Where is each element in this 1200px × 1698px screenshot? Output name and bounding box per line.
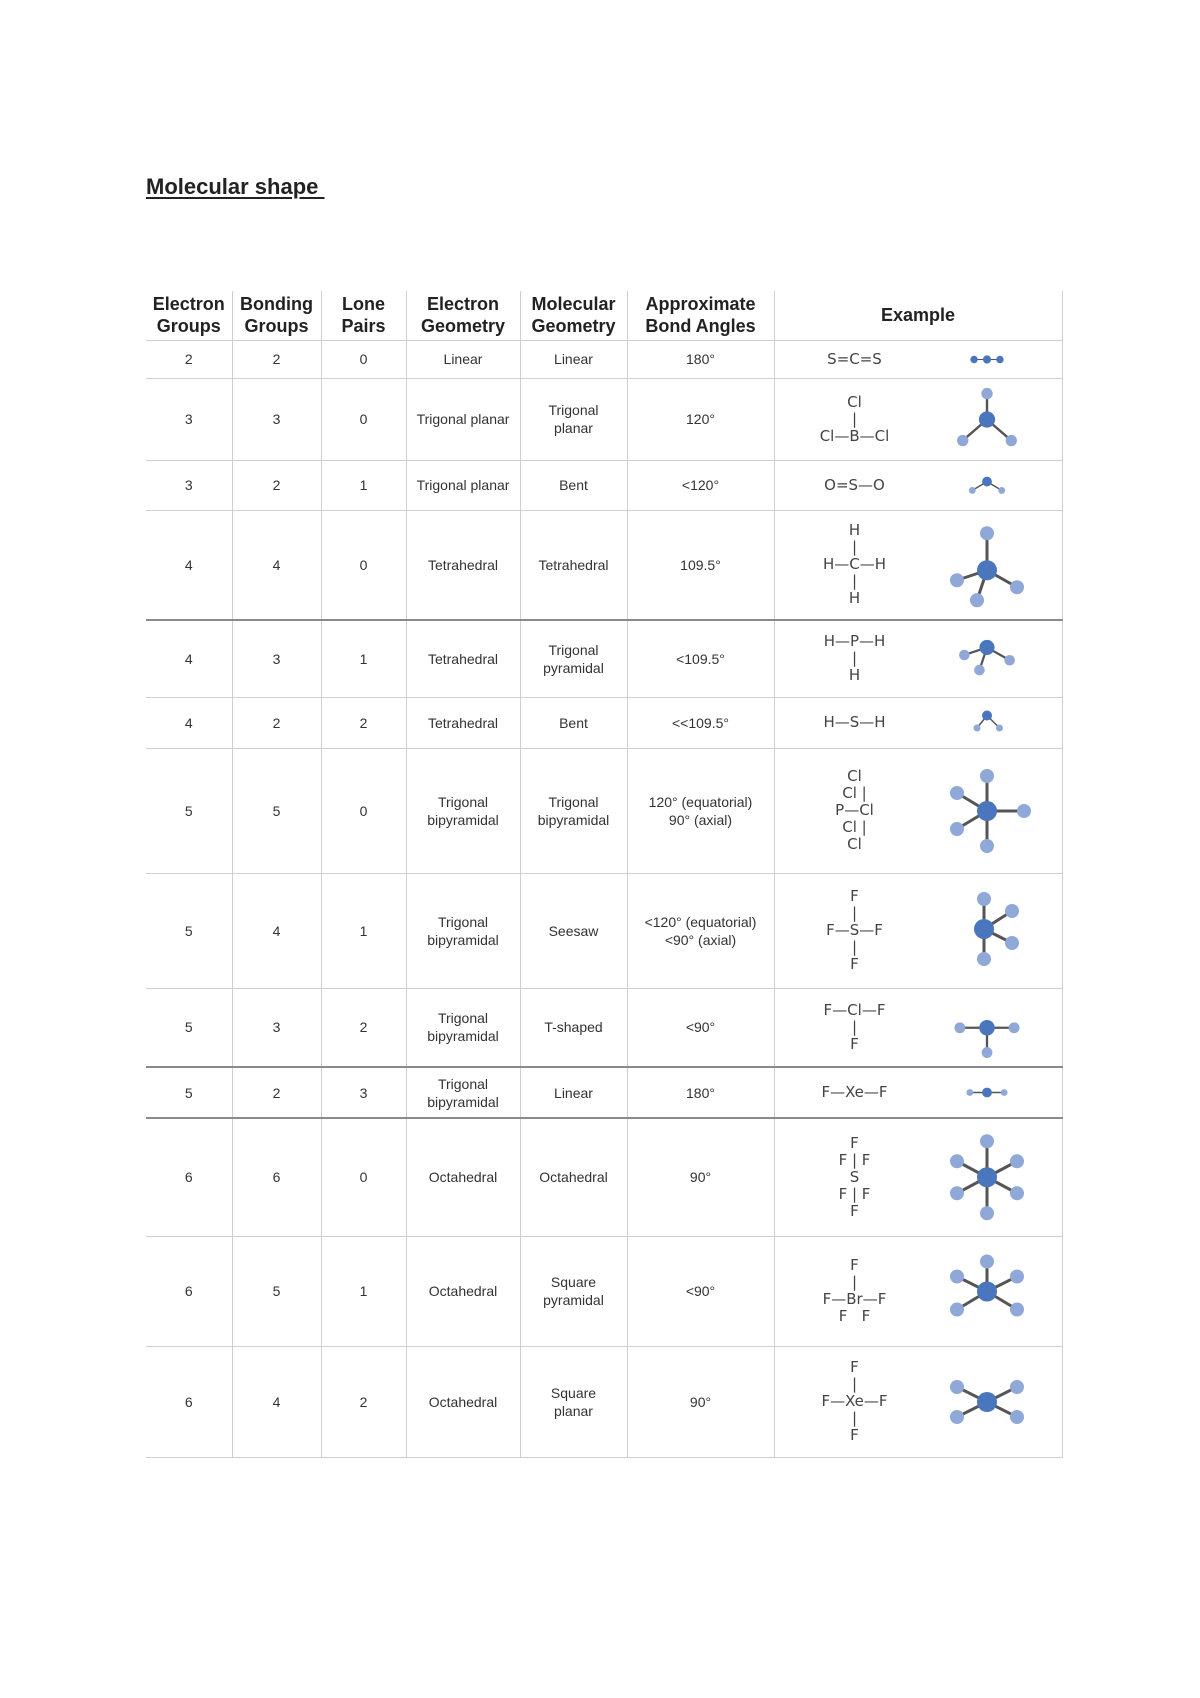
table-row	[146, 378, 1062, 460]
cell-electron-geometry: Trigonal bipyramidal	[406, 1067, 520, 1118]
lewis-structure: O=S—O	[824, 475, 885, 494]
outer-atom	[974, 665, 985, 676]
cell-molecular-geometry: T-shaped	[520, 988, 627, 1067]
cell-bonding-groups: 6	[232, 1118, 321, 1236]
cell-molecular-geometry: Trigonal planar	[520, 378, 627, 460]
outer-atom	[1000, 1089, 1007, 1096]
cell-lone-pairs: 1	[321, 1236, 406, 1346]
cell-electron-groups: 6	[146, 1236, 232, 1346]
molecule-model-svg	[932, 1119, 1042, 1236]
outer-atom	[981, 1047, 992, 1058]
cell-electron-geometry: Tetrahedral	[406, 510, 520, 620]
central-atom	[982, 355, 990, 363]
molecular-shape-table-wrapper	[146, 291, 1063, 1458]
ball-stick-model-icon	[932, 989, 1042, 1067]
cell-bond-angles: 180°	[627, 340, 774, 378]
cell-electron-geometry: Trigonal planar	[406, 378, 520, 460]
outer-atom	[980, 769, 994, 783]
cell-bonding-groups: 3	[232, 620, 321, 697]
cell-bond-angles: <120° (equatorial) <90° (axial)	[627, 873, 774, 988]
cell-electron-groups: 6	[146, 1346, 232, 1457]
cell-bonding-groups: 3	[232, 988, 321, 1067]
cell-lone-pairs: 0	[321, 340, 406, 378]
molecule-model-svg	[932, 1347, 1042, 1457]
ball-stick-model-icon	[932, 341, 1042, 378]
table-row	[146, 697, 1062, 748]
lewis-structure: F—Cl—F | F	[823, 1000, 886, 1053]
lewis-structure: Cl Cl | P—Cl Cl | Cl	[835, 767, 874, 853]
cell-molecular-geometry: Bent	[520, 697, 627, 748]
header-bond-angles: Approximate Bond Angles	[627, 291, 774, 340]
header-lone-pairs: Lone Pairs	[321, 291, 406, 340]
table-row	[146, 1067, 1062, 1118]
cell-bonding-groups: 2	[232, 460, 321, 510]
lewis-structure: H—S—H	[823, 713, 886, 731]
central-atom	[982, 476, 992, 486]
cell-electron-groups: 3	[146, 378, 232, 460]
header-row	[146, 291, 1062, 340]
cell-electron-geometry: Trigonal bipyramidal	[406, 873, 520, 988]
cell-bond-angles: <109.5°	[627, 620, 774, 697]
cell-example	[774, 1067, 1062, 1118]
outer-atom	[950, 1154, 964, 1168]
molecule-model-svg	[932, 874, 1042, 988]
outer-atom	[980, 1206, 994, 1220]
cell-bonding-groups: 5	[232, 748, 321, 873]
molecule-model-svg	[932, 698, 1042, 748]
ball-stick-model-icon	[932, 1347, 1042, 1457]
cell-molecular-geometry: Linear	[520, 1067, 627, 1118]
cell-electron-groups: 4	[146, 697, 232, 748]
outer-atom	[980, 1134, 994, 1148]
header-bonding-groups: Bonding Groups	[232, 291, 321, 340]
outer-atom	[950, 1380, 964, 1394]
table-row	[146, 748, 1062, 873]
cell-bonding-groups: 3	[232, 378, 321, 460]
lewis-structure: F | F—S—F | F	[826, 887, 883, 973]
cell-bonding-groups: 2	[232, 1067, 321, 1118]
cell-lone-pairs: 1	[321, 620, 406, 697]
cell-bonding-groups: 2	[232, 340, 321, 378]
ball-stick-model-icon	[932, 511, 1042, 620]
cell-example	[774, 510, 1062, 620]
cell-example	[774, 697, 1062, 748]
lewis-structure: H | H—C—H | H	[822, 521, 887, 608]
outer-atom	[1010, 1410, 1024, 1424]
molecule-model-svg	[932, 1237, 1042, 1346]
outer-atom	[970, 593, 984, 607]
outer-atom	[966, 1089, 973, 1096]
molecule-model-svg	[932, 511, 1042, 620]
cell-lone-pairs: 3	[321, 1067, 406, 1118]
cell-electron-groups: 6	[146, 1118, 232, 1236]
cell-electron-geometry: Trigonal bipyramidal	[406, 748, 520, 873]
outer-atom	[977, 892, 991, 906]
outer-atom	[1010, 580, 1024, 594]
cell-bond-angles: <90°	[627, 988, 774, 1067]
lewis-structure: F—Xe—F	[821, 1083, 888, 1101]
cell-bonding-groups: 5	[232, 1236, 321, 1346]
cell-electron-groups: 5	[146, 1067, 232, 1118]
molecule-model-svg	[932, 621, 1042, 697]
cell-bond-angles: 109.5°	[627, 510, 774, 620]
outer-atom	[950, 1186, 964, 1200]
header-electron-geometry: Electron Geometry	[406, 291, 520, 340]
lewis-structure: S=C=S	[827, 349, 882, 368]
cell-electron-groups: 3	[146, 460, 232, 510]
central-atom	[979, 640, 994, 655]
table-row	[146, 1346, 1062, 1457]
cell-bond-angles: 180°	[627, 1067, 774, 1118]
central-atom	[979, 1020, 995, 1036]
central-atom	[977, 801, 997, 821]
cell-molecular-geometry: Tetrahedral	[520, 510, 627, 620]
molecule-model-svg	[932, 341, 1042, 378]
table-row	[146, 510, 1062, 620]
ball-stick-model-icon	[932, 698, 1042, 748]
cell-bonding-groups: 2	[232, 697, 321, 748]
molecular-shape-table	[146, 291, 1063, 1458]
cell-lone-pairs: 0	[321, 378, 406, 460]
outer-atom	[980, 839, 994, 853]
ball-stick-model-icon	[932, 621, 1042, 697]
molecule-model-svg	[932, 461, 1042, 510]
outer-atom	[950, 1269, 964, 1283]
central-atom	[974, 919, 994, 939]
outer-atom	[957, 434, 968, 445]
table-row	[146, 873, 1062, 988]
cell-bonding-groups: 4	[232, 510, 321, 620]
cell-molecular-geometry: Octahedral	[520, 1118, 627, 1236]
table-row	[146, 1118, 1062, 1236]
lewis-structure: F F | F S F | F F	[838, 1133, 871, 1220]
cell-molecular-geometry: Seesaw	[520, 873, 627, 988]
outer-atom	[977, 952, 991, 966]
table-row	[146, 340, 1062, 378]
cell-example	[774, 988, 1062, 1067]
table-body	[146, 340, 1062, 1457]
cell-electron-geometry: Tetrahedral	[406, 697, 520, 748]
outer-atom	[996, 724, 1003, 731]
cell-molecular-geometry: Bent	[520, 460, 627, 510]
outer-atom	[1005, 434, 1016, 445]
outer-atom	[1008, 1022, 1019, 1033]
central-atom	[978, 411, 994, 427]
outer-atom	[968, 486, 975, 493]
cell-lone-pairs: 1	[321, 873, 406, 988]
lewis-structure: H—P—H | H	[823, 632, 886, 685]
outer-atom	[954, 1022, 965, 1033]
outer-atom	[980, 1254, 994, 1268]
cell-lone-pairs: 0	[321, 1118, 406, 1236]
central-atom	[977, 1167, 997, 1187]
outer-atom	[1005, 936, 1019, 950]
molecule-model-svg	[932, 1068, 1042, 1117]
molecule-model-svg	[932, 989, 1042, 1067]
ball-stick-model-icon	[932, 749, 1042, 873]
cell-bond-angles: <<109.5°	[627, 697, 774, 748]
cell-example	[774, 1346, 1062, 1457]
header-molecular-geometry: Molecular Geometry	[520, 291, 627, 340]
outer-atom	[998, 486, 1005, 493]
cell-electron-groups: 5	[146, 873, 232, 988]
cell-electron-groups: 5	[146, 988, 232, 1067]
page-title: Molecular shape	[146, 174, 325, 199]
cell-electron-geometry: Octahedral	[406, 1346, 520, 1457]
cell-electron-geometry: Linear	[406, 340, 520, 378]
cell-lone-pairs: 2	[321, 988, 406, 1067]
outer-atom	[1010, 1269, 1024, 1283]
cell-bond-angles: 90°	[627, 1118, 774, 1236]
cell-bonding-groups: 4	[232, 873, 321, 988]
central-atom	[977, 560, 997, 580]
ball-stick-model-icon	[932, 1068, 1042, 1117]
cell-molecular-geometry: Square planar	[520, 1346, 627, 1457]
table-row	[146, 620, 1062, 697]
cell-bonding-groups: 4	[232, 1346, 321, 1457]
outer-atom	[970, 355, 977, 362]
cell-electron-groups: 4	[146, 620, 232, 697]
cell-lone-pairs: 2	[321, 697, 406, 748]
cell-electron-geometry: Octahedral	[406, 1236, 520, 1346]
outer-atom	[981, 387, 992, 398]
cell-electron-groups: 2	[146, 340, 232, 378]
cell-electron-geometry: Trigonal bipyramidal	[406, 988, 520, 1067]
outer-atom	[950, 786, 964, 800]
cell-molecular-geometry: Trigonal bipyramidal	[520, 748, 627, 873]
lewis-structure: F | F—Xe—F | F	[821, 1358, 888, 1444]
cell-bond-angles: 120°	[627, 378, 774, 460]
outer-atom	[1010, 1302, 1024, 1316]
cell-lone-pairs: 0	[321, 510, 406, 620]
outer-atom	[950, 822, 964, 836]
outer-atom	[1004, 655, 1015, 666]
table-row	[146, 460, 1062, 510]
cell-bond-angles: 90°	[627, 1346, 774, 1457]
cell-molecular-geometry: Linear	[520, 340, 627, 378]
ball-stick-model-icon	[932, 874, 1042, 988]
central-atom	[977, 1281, 997, 1301]
outer-atom	[1017, 804, 1031, 818]
cell-example	[774, 460, 1062, 510]
central-atom	[982, 710, 992, 720]
ball-stick-model-icon	[932, 461, 1042, 510]
ball-stick-model-icon	[932, 379, 1042, 460]
outer-atom	[1005, 904, 1019, 918]
cell-bond-angles: 120° (equatorial) 90° (axial)	[627, 748, 774, 873]
outer-atom	[950, 573, 964, 587]
outer-atom	[1010, 1154, 1024, 1168]
molecule-model-svg	[932, 749, 1042, 873]
cell-bond-angles: <90°	[627, 1236, 774, 1346]
cell-electron-geometry: Octahedral	[406, 1118, 520, 1236]
cell-molecular-geometry: Square pyramidal	[520, 1236, 627, 1346]
molecule-model-svg	[932, 379, 1042, 460]
cell-electron-geometry: Trigonal planar	[406, 460, 520, 510]
outer-atom	[973, 724, 980, 731]
header-example: Example	[774, 291, 1062, 340]
cell-example	[774, 748, 1062, 873]
ball-stick-model-icon	[932, 1237, 1042, 1346]
outer-atom	[959, 650, 970, 661]
ball-stick-model-icon	[932, 1119, 1042, 1236]
cell-electron-geometry: Tetrahedral	[406, 620, 520, 697]
cell-electron-groups: 4	[146, 510, 232, 620]
cell-molecular-geometry: Trigonal pyramidal	[520, 620, 627, 697]
outer-atom	[996, 355, 1003, 362]
cell-electron-groups: 5	[146, 748, 232, 873]
lewis-structure: F | F—Br—F F F	[822, 1256, 887, 1325]
outer-atom	[1010, 1186, 1024, 1200]
outer-atom	[1010, 1380, 1024, 1394]
cell-bond-angles: <120°	[627, 460, 774, 510]
cell-lone-pairs: 2	[321, 1346, 406, 1457]
cell-example	[774, 1118, 1062, 1236]
cell-example	[774, 1236, 1062, 1346]
outer-atom	[980, 526, 994, 540]
table-row	[146, 1236, 1062, 1346]
cell-lone-pairs: 0	[321, 748, 406, 873]
cell-example	[774, 378, 1062, 460]
table-row	[146, 988, 1062, 1067]
outer-atom	[950, 1410, 964, 1424]
lewis-structure: Cl | Cl—B—Cl	[819, 392, 890, 445]
central-atom	[982, 1088, 992, 1098]
header-electron-groups: Electron Groups	[146, 291, 232, 340]
cell-example	[774, 340, 1062, 378]
cell-example	[774, 873, 1062, 988]
central-atom	[977, 1392, 997, 1412]
cell-example	[774, 620, 1062, 697]
outer-atom	[950, 1302, 964, 1316]
cell-lone-pairs: 1	[321, 460, 406, 510]
